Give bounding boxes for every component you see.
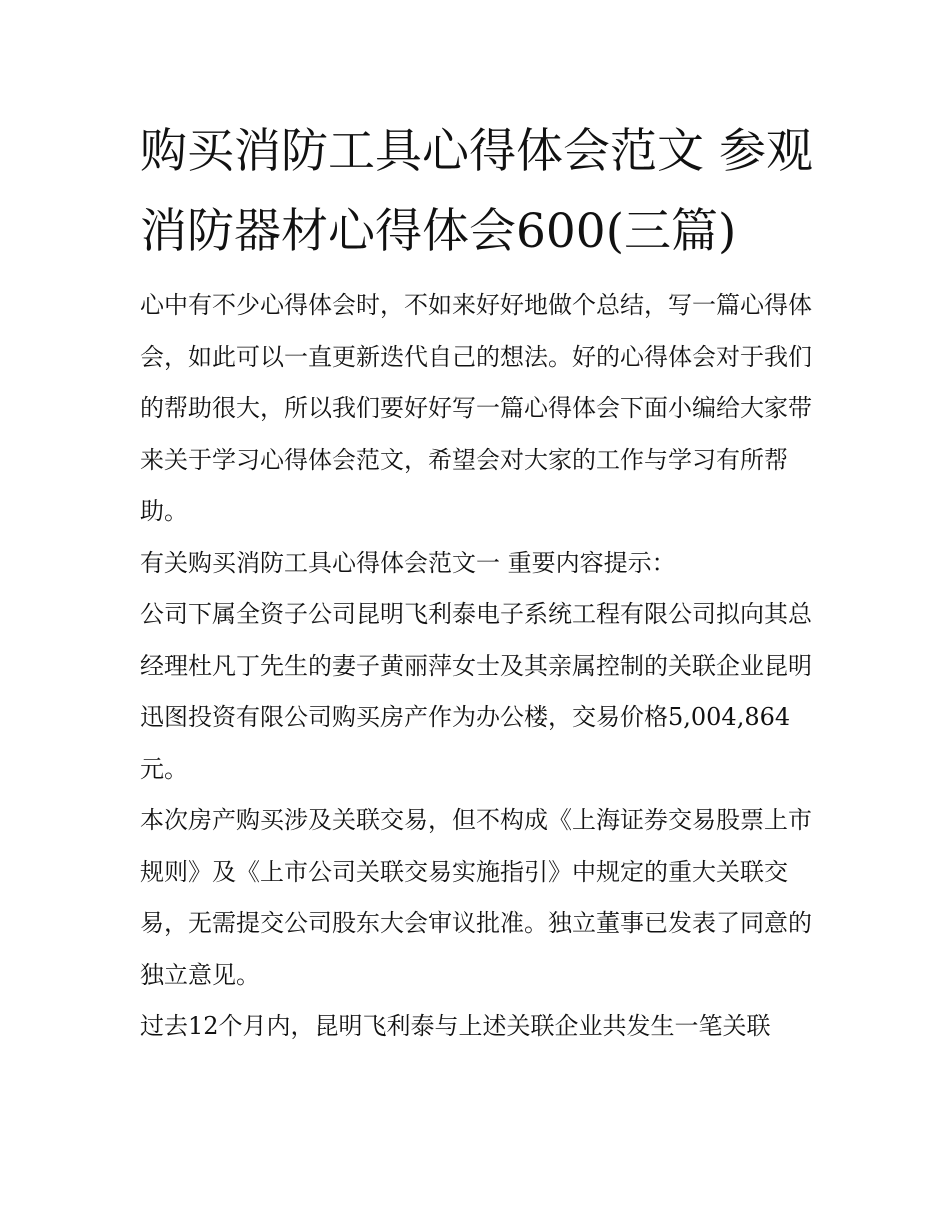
paragraph-section-heading: 有关购买消防工具心得体会范文一 重要内容提示： xyxy=(140,548,676,577)
document-title: 购买消防工具心得体会范文 参观消防器材心得体会600(三篇) xyxy=(140,124,813,259)
paragraph-purchase-details: 公司下属全资子公司昆明飞利泰电子系统工程有限公司拟向其总经理杜凡丁先生的妻子黄丽萍女士及其亲属控制的关联企业昆明迅图投资有限公司购买房产作为办公楼，交易价格5,004,864元。 xyxy=(140,600,812,783)
document-page xyxy=(140,112,820,1053)
paragraph-past-12-months: 过去12个月内，昆明飞利泰与上述关联企业共发生一笔关联 xyxy=(140,1012,771,1040)
paragraph-related-transaction: 本次房产购买涉及关联交易，但不构成《上海证券交易股票上市规则》及《上市公司关联交易实施指引》中规定的重大关联交易，无需提交公司股东大会审议批准。独立董事已发表了同意的独立意见。 xyxy=(140,806,812,989)
paragraph-intro: 心中有不少心得体会时，不如来好好地做个总结，写一篇心得体会，如此可以一直更新迭代自己的想法。好的心得体会对于我们的帮助很大，所以我们要好好写一篇心得体会下面小编给大家带来关于学习心得体会范文，希望会对大家的工作与学习有所帮助。 xyxy=(140,291,812,525)
